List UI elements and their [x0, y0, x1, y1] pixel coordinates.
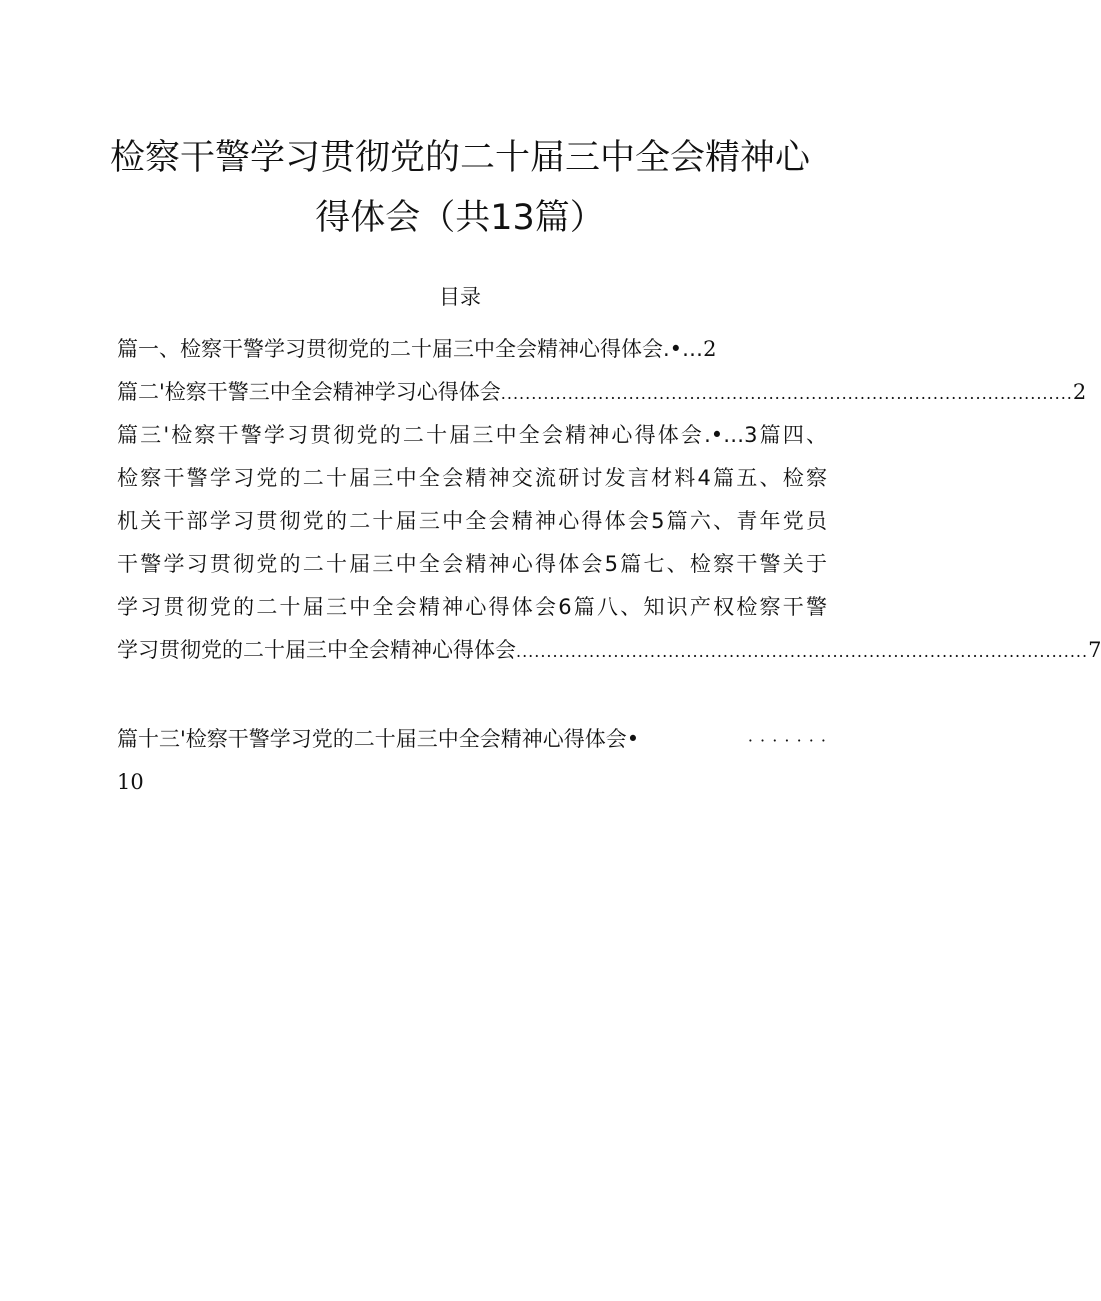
toc-heading: 目录: [439, 285, 481, 309]
toc-dot-leader: ..............................................................................................: [500, 384, 1073, 403]
document-title-line-1: 检察干警学习贯彻党的二十届三中全会精神心: [109, 138, 810, 178]
toc-entry-3[interactable]: 篇三'检察干警学习贯彻党的二十届三中全会精神心得体会.•…3篇四、: [117, 423, 827, 447]
document-title-line-2: 得体会（共13篇）: [315, 198, 605, 238]
toc-entry-13[interactable]: [117, 724, 827, 756]
toc-entry-8[interactable]: [117, 635, 1101, 667]
toc-entry-text: 篇一、检察干警学习贯彻党的二十届三中全会精神心得体会.•…: [117, 337, 704, 361]
toc-dot-leader: ..............................................................................................: [516, 642, 1089, 661]
toc-entry-1[interactable]: [117, 334, 827, 364]
toc-entry-page: 7: [1088, 638, 1101, 662]
toc-entry-text: 学习贯彻党的二十届三中全会精神心得体会: [117, 638, 516, 662]
toc-entry-13-page: 10: [117, 770, 144, 794]
toc-entry-page: 2: [703, 337, 717, 361]
toc-entry-page: 2: [1072, 380, 1087, 404]
toc-dot-leader: · · · · · · ·: [747, 731, 827, 750]
toc-entry-2[interactable]: [117, 377, 1087, 409]
toc-entry-6[interactable]: 干警学习贯彻党的二十届三中全会精神心得体会5篇七、检察干警关于: [117, 552, 827, 576]
toc-entry-7[interactable]: 学习贯彻党的二十届三中全会精神心得体会6篇八、知识产权检察干警: [117, 595, 827, 619]
toc-entry-text: 篇二'检察干警三中全会精神学习心得体会: [117, 380, 501, 404]
toc-entry-text: 篇十三'检察干警学习党的二十届三中全会精神心得体会•: [117, 727, 640, 751]
toc-entry-5[interactable]: 机关干部学习贯彻党的二十届三中全会精神心得体会5篇六、青年党员: [117, 509, 827, 533]
toc-entry-4[interactable]: 检察干警学习党的二十届三中全会精神交流研讨发言材料4篇五、检察: [117, 466, 827, 490]
